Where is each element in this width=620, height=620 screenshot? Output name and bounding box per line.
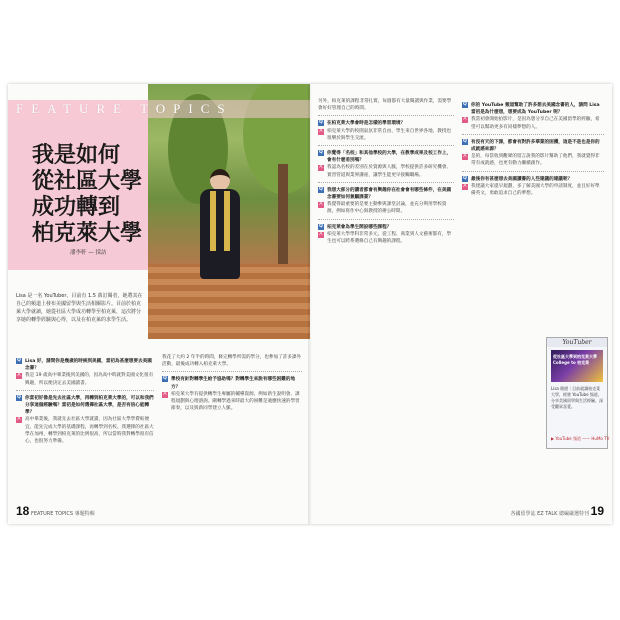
question-block: [318, 187, 454, 201]
answer-block: [16, 416, 154, 445]
answer-mark-icon: A: [319, 202, 323, 208]
headline-line: 我是如何: [32, 142, 121, 168]
headline-line: 柏克萊大學: [32, 220, 143, 246]
divider: [318, 182, 454, 183]
photo-graduate-gown: [200, 189, 240, 279]
thumbnail-caption: 從社區大學到柏克萊大學 College to 柏克萊: [553, 354, 597, 365]
question-mark-icon: Q: [463, 138, 467, 144]
question-text: 你覺得「名校」和其他學校的大學，在教學成果及校工作上，會有什麼差別嗎？: [327, 151, 452, 164]
right-column-1: [318, 98, 454, 245]
question-mark-icon: Q: [463, 102, 467, 107]
question-text: 有沒有天的下課，都會有對許多華業的困擾，這是不是也是你的成就感來源？: [471, 139, 600, 153]
question-mark-icon: Q: [319, 223, 323, 229]
byline: 潘李軒 — 採訪: [70, 250, 107, 256]
question-mark-icon: Q: [319, 150, 323, 156]
answer-mark-icon: A: [319, 128, 323, 134]
sidebar-bio: Lisa 簡歷｜目前就讀柏克萊大學，經營 YouTube 頻道，分享美國留學與生活經驗，深受觀眾喜愛。: [551, 386, 603, 409]
answer-block: [318, 231, 454, 245]
question-block: [162, 376, 302, 390]
answer-block: [318, 201, 454, 215]
question-mark-icon: Q: [17, 358, 21, 363]
hero-photo: [148, 84, 310, 339]
question-text: 最後你有甚麼想去美國讀書的人些建議的建議呢？: [471, 176, 573, 182]
answer-mark-icon: A: [319, 231, 323, 237]
answer-block: [462, 116, 604, 130]
photo-tree-trunk: [278, 164, 288, 264]
divider: [318, 219, 454, 220]
headline-line: 成功轉到: [32, 194, 121, 220]
question-block: [318, 150, 454, 164]
answer-text: 我是 19 歲高中畢業後到美國的，因為高中時就對美國文化很有興趣，所以便決定去美國讀書。: [25, 373, 154, 386]
question-mark-icon: Q: [163, 376, 167, 382]
answer-text: 我當初會開始拍影片，是因為想分享自己在美國留學的經驗，希望可以幫助更多有同樣夢想的人。: [471, 117, 600, 130]
answer-block: [162, 391, 302, 413]
answer-mark-icon: A: [463, 183, 467, 189]
left-page: [8, 84, 310, 524]
answer-text: 另外，柏克萊的課程非常扎實，每週都有大量閱讀與作業，需要學會好好管理自己的時間。: [318, 99, 452, 112]
magazine-spread: [8, 84, 612, 524]
left-column-2: [162, 354, 302, 412]
question-mark-icon: Q: [17, 394, 21, 400]
question-text: 你當初好像是先去社區大學，再轉到柏克萊大學的，可以和我們分享這個經驗嗎？當初是如何選擇社區大學，是否有信心能轉學？: [25, 395, 154, 416]
left-column-1: [16, 354, 154, 445]
question-block: [16, 395, 154, 417]
right-column-2: [462, 98, 604, 197]
sidebar-title: YouTuber: [547, 338, 607, 347]
question-text: 學校有針對轉學生給予協助嗎？對轉學生來說有哪些困難的地方？: [171, 377, 296, 390]
answer-text: 我認為名校的差別在於資源與人脈，學校提供許多研究機會、實習管道與業界講座，讓學生能更早接觸職場。: [327, 165, 452, 178]
question-text: Lisa 好，請問你是幾歲的時候到美國，當初為甚麼想要去美國念書？: [25, 359, 152, 372]
answer-mark-icon: A: [463, 117, 467, 123]
photo-graduate-stole-right: [224, 191, 230, 251]
youtuber-sidebar: [546, 337, 608, 449]
divider: [162, 371, 302, 372]
article-headline: [32, 142, 150, 246]
answer-block: [462, 183, 604, 197]
left-page-footer: [16, 504, 95, 518]
answer-mark-icon: A: [17, 373, 21, 379]
headline-line: 從社區大學: [32, 168, 143, 194]
question-block: [16, 358, 154, 372]
answer-block: [318, 128, 454, 142]
question-block: [462, 102, 604, 116]
answer-text: 柏克萊大學的校園氣氛非常自由，學生來自世界各地，教授也很樂於與學生交流。: [327, 128, 452, 141]
answer-text: 我覺得最重要的是要主動參與課堂討論，並充分利用學校資源，例如寫作中心與教授的辦公時間。: [327, 202, 447, 215]
divider: [318, 115, 454, 116]
divider: [462, 134, 604, 135]
right-page-footer: [511, 504, 604, 518]
answer-mark-icon: A: [319, 165, 323, 171]
answer-mark-icon: A: [463, 154, 467, 160]
divider: [318, 145, 454, 146]
answer-text: 我建議大家提早規劃，多了解美國大學的申請制度，並且好好準備英文，勇敢追求自己的夢想。: [471, 183, 600, 197]
video-thumbnail: [551, 350, 603, 382]
answer-block: [318, 164, 454, 178]
answer-mark-icon: A: [17, 417, 21, 423]
divider: [16, 390, 154, 391]
question-mark-icon: Q: [463, 175, 467, 181]
question-text: 柏克萊會為學生開設哪些課程？: [327, 224, 392, 230]
photo-graduate-head: [210, 169, 230, 191]
spread-gutter: [308, 84, 312, 524]
question-block: [462, 139, 604, 153]
divider: [462, 171, 604, 172]
intro-paragraph: Lisa 是一名 YouTuber，目前有 1.5 萬訂閱者，她將其在自己的頻道上發布美國留學與生活相關影片。目前於柏克萊大學就讀，她從社區大學成功轉學至柏克萊，這次將分享她的轉學經驗與心得，以及在柏克萊的求學生活。: [16, 293, 143, 323]
answer-text: 高中畢業後，我就先去社區大學就讀，因為社區大學學費較便宜，能先完成大學的基礎課程，再轉學到名校。我選擇的社區大學在加州，轉學到柏克萊的比例很高，所以當時我對轉學很有信心，也很努力準備。: [25, 417, 154, 445]
page-number: 18: [16, 504, 30, 518]
question-text: 我想大部分的讀者都會有興趣你在社會會有哪些條件，在美國念書要如何兼顧課業？: [327, 187, 452, 201]
right-page: [310, 84, 612, 524]
answer-text: 是的，每當收到觀眾的留言說我的影片幫助了他們，我就覺得非常有成就感，也更有動力繼續創作。: [471, 154, 600, 167]
answer-block: [462, 153, 604, 167]
answer-text: 柏克萊大學有提供轉學生專屬的輔導資源，例如新生說明會、課程規劃與心理諮詢。剛轉學過來時最大的困難是適應快速的學習節奏，以及與新同學建立人脈。: [171, 391, 300, 412]
question-text: 在柏克萊大學會時是怎樣的學習環境？: [327, 121, 406, 127]
answer-text: 柏克萊大學學科非常多元，從工程、商業到人文藝術都有，學生也可以跨系選修自己有興趣的課程。: [327, 231, 452, 245]
question-text: 你的 YouTube 頻道幫助了許多想去美國念書的人，請問 Lisa 當初是為什麼想，想要成為 YouTuber 呢？: [471, 103, 600, 116]
question-mark-icon: Q: [319, 120, 323, 126]
question-block: [318, 120, 454, 127]
photo-graduate-figure: [198, 169, 242, 289]
page-number: 19: [590, 504, 604, 518]
photo-graduate-stole-left: [210, 191, 216, 251]
footer-label: FEATURE TOPICS 專題特輯: [30, 511, 95, 517]
question-block: [462, 176, 604, 183]
answer-mark-icon: A: [163, 391, 167, 397]
answer-text: 我花了大約 2 年半的時間，修完轉學所需的學分，也參加了許多課外活動，最後成功轉入柏克萊大學。: [162, 355, 302, 368]
question-mark-icon: Q: [319, 186, 323, 192]
youtube-channel-link: ▶ YouTube 頻道 —— HuMo TV: [551, 436, 610, 441]
feature-topics-label: FEATURE TOPICS: [16, 101, 233, 116]
footer-label: 各國留學誌 EZ TALK 總編嚴選特刊: [510, 511, 590, 517]
answer-block: [16, 372, 154, 386]
question-block: [318, 224, 454, 231]
